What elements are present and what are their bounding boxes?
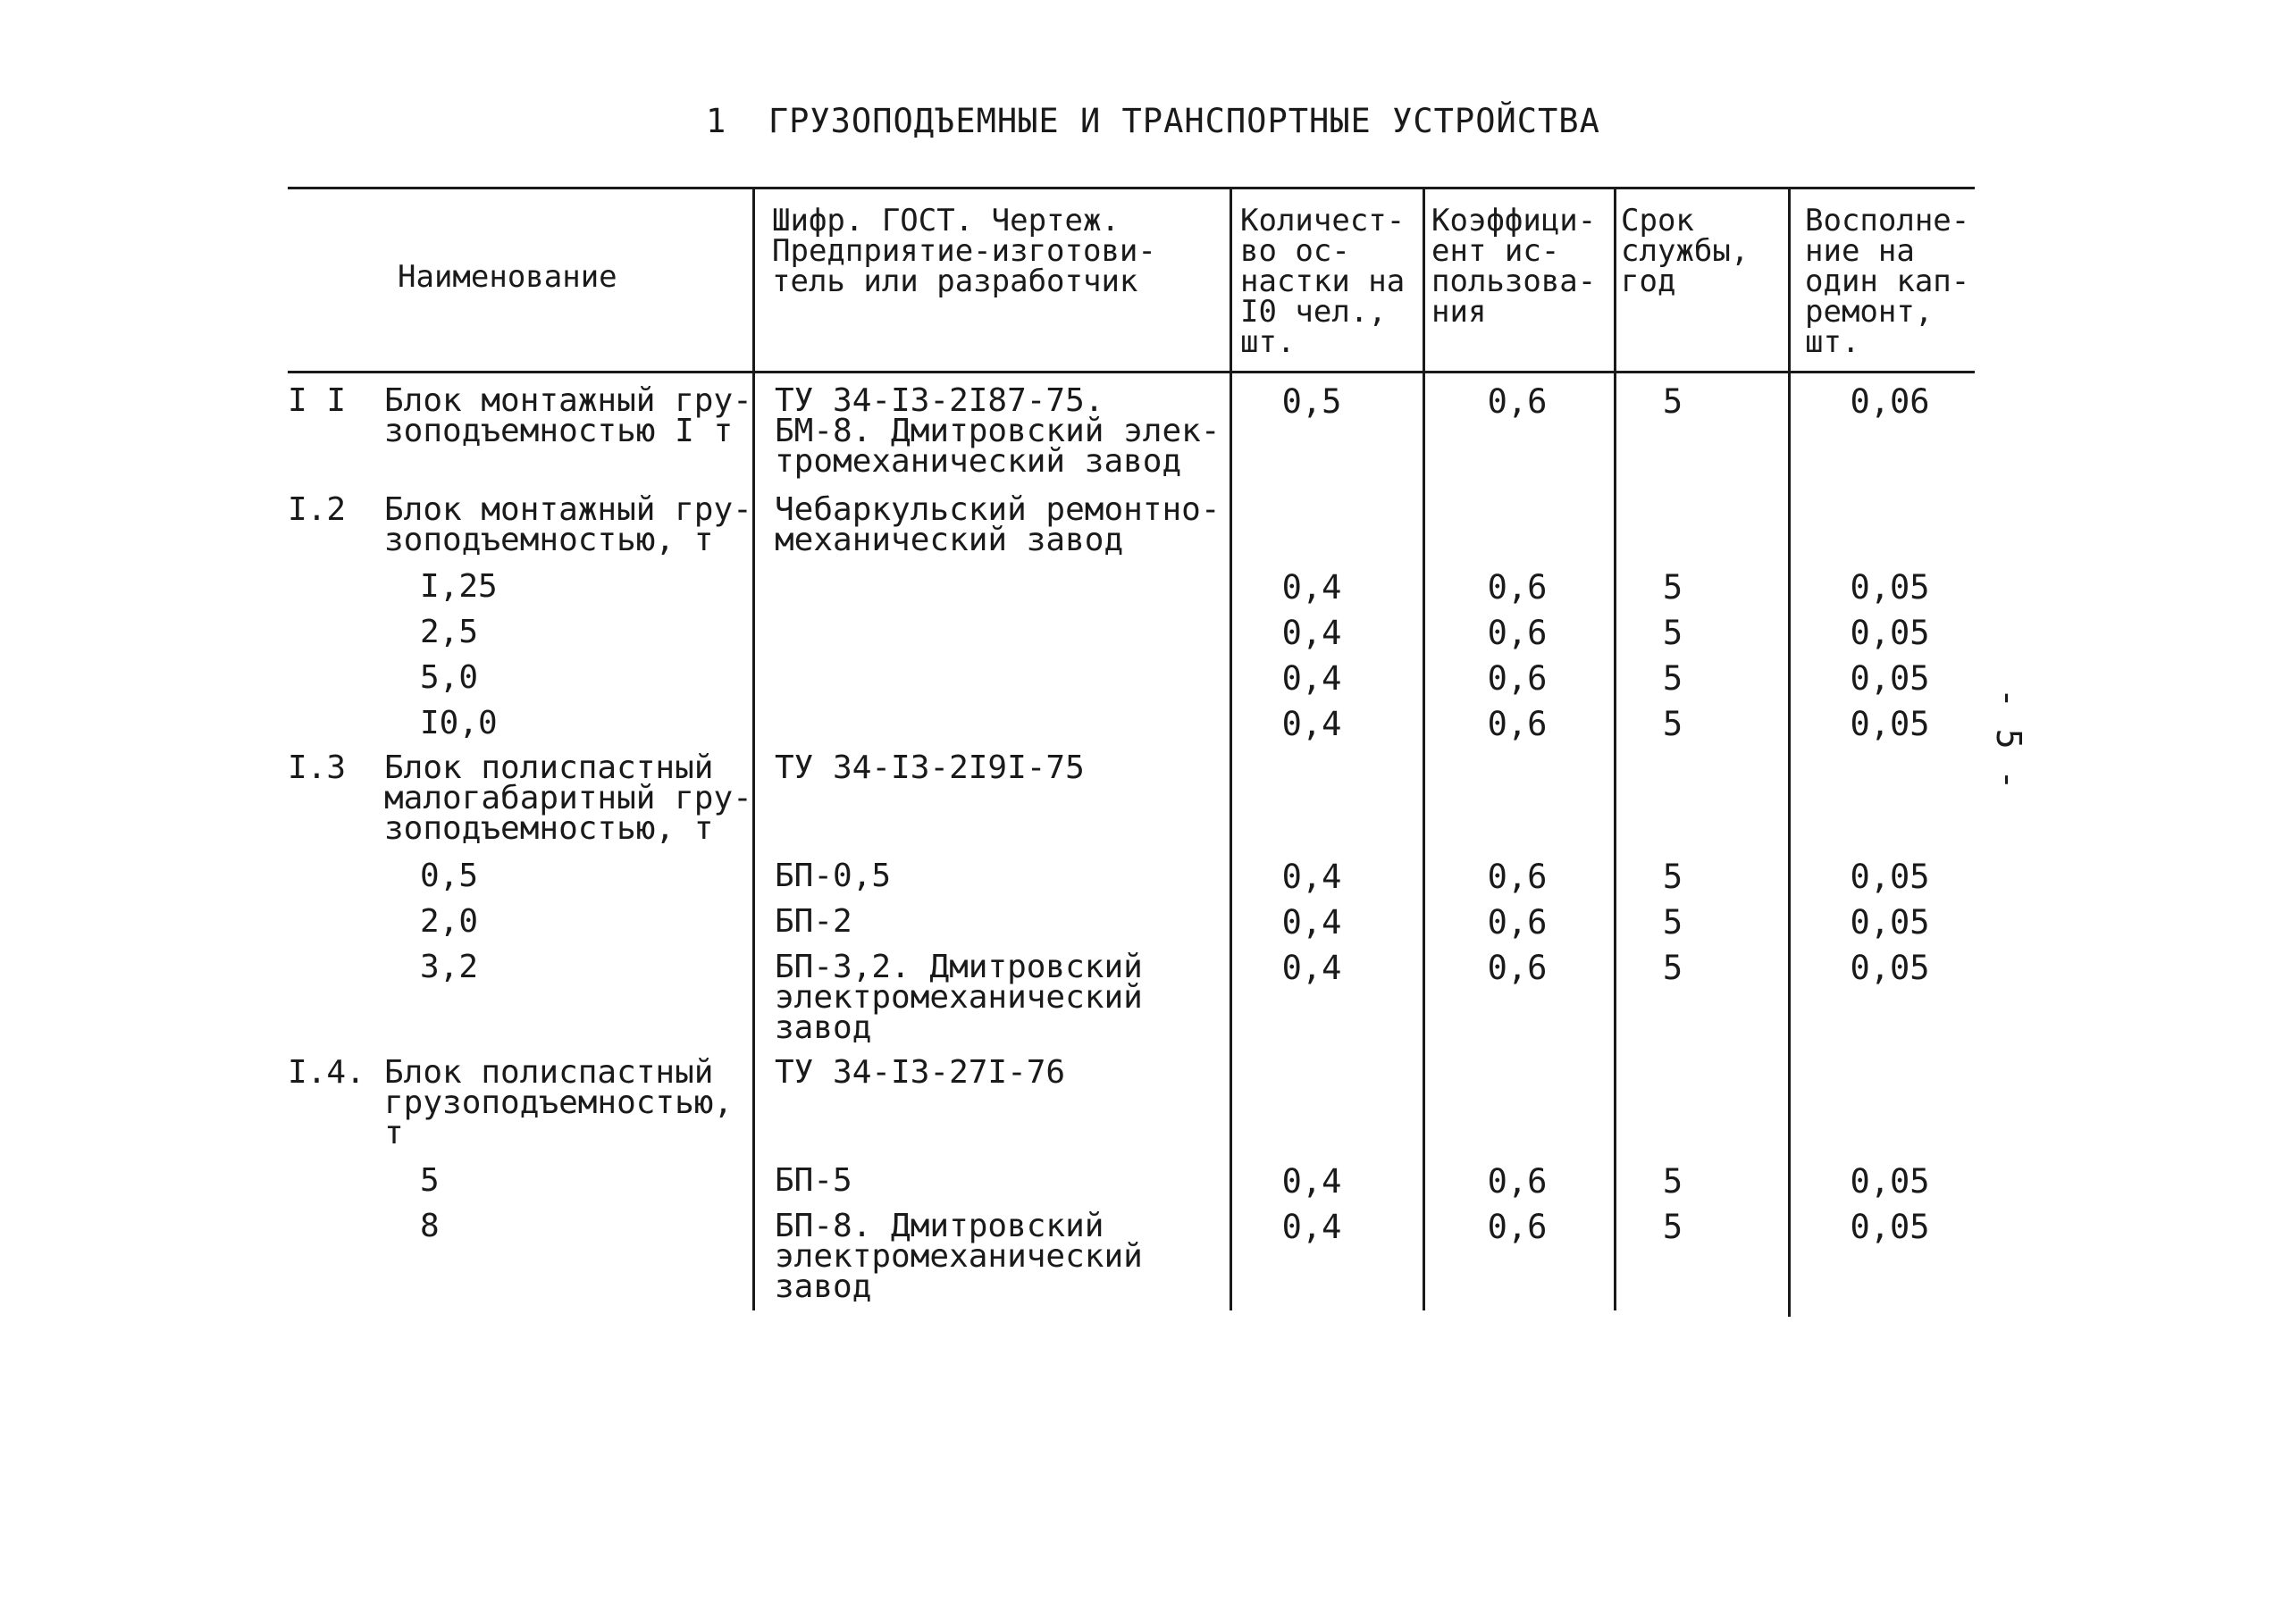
row-name: 5,0 bbox=[420, 659, 479, 696]
row-service-life: 5 bbox=[1662, 1208, 1683, 1246]
row-name: Блок полиспастный грузоподъемностью, т bbox=[384, 1054, 734, 1151]
row-name: 0,5 bbox=[420, 858, 479, 894]
header-coefficient: Коэффици- ент ис- пользова- ния bbox=[1431, 203, 1597, 330]
row-replenishment: 0,05 bbox=[1850, 858, 1930, 896]
row-code: БП-8. Дмитровский электромеханический завод bbox=[775, 1208, 1143, 1305]
row-service-life: 5 bbox=[1662, 382, 1683, 421]
row-coefficient: 0,6 bbox=[1487, 382, 1548, 421]
column-divider-4 bbox=[1614, 187, 1616, 1310]
row-replenishment: 0,05 bbox=[1850, 568, 1930, 607]
row-name: 2,0 bbox=[420, 903, 479, 940]
row-quantity: 0,5 bbox=[1281, 382, 1342, 421]
row-quantity: 0,4 bbox=[1281, 614, 1342, 652]
row-number: I.4. bbox=[288, 1054, 365, 1091]
row-coefficient: 0,6 bbox=[1487, 858, 1548, 896]
row-name: Блок монтажный гру- зоподъемностью I т bbox=[384, 382, 752, 449]
row-name: 3,2 bbox=[420, 949, 479, 985]
row-quantity: 0,4 bbox=[1281, 568, 1342, 607]
column-divider-3 bbox=[1423, 187, 1425, 1310]
row-quantity: 0,4 bbox=[1281, 903, 1342, 942]
row-service-life: 5 bbox=[1662, 949, 1683, 987]
row-service-life: 5 bbox=[1662, 568, 1683, 607]
row-coefficient: 0,6 bbox=[1487, 1208, 1548, 1246]
header-name: Наименование bbox=[398, 259, 617, 295]
row-coefficient: 0,6 bbox=[1487, 614, 1548, 652]
column-divider-2 bbox=[1230, 187, 1232, 1310]
row-replenishment: 0,05 bbox=[1850, 1208, 1930, 1246]
row-coefficient: 0,6 bbox=[1487, 659, 1548, 698]
row-coefficient: 0,6 bbox=[1487, 705, 1548, 743]
table-header-bottom-border bbox=[288, 371, 1975, 373]
row-code: ТУ 34-I3-27I-76 bbox=[775, 1054, 1066, 1091]
row-quantity: 0,4 bbox=[1281, 705, 1342, 743]
row-name: Блок монтажный гру- зоподъемностью, т bbox=[384, 491, 752, 558]
row-name: I0,0 bbox=[420, 705, 498, 741]
row-name: Блок полиспастный малогабаритный гру- зоподъемностью, т bbox=[384, 749, 752, 847]
page-number: - 5 - bbox=[1989, 688, 2028, 791]
row-replenishment: 0,05 bbox=[1850, 659, 1930, 698]
row-service-life: 5 bbox=[1662, 705, 1683, 743]
row-coefficient: 0,6 bbox=[1487, 1162, 1548, 1201]
header-replenishment: Восполне- ние на один кап- ремонт, шт. bbox=[1805, 203, 1970, 360]
table-top-border bbox=[288, 187, 1975, 189]
page-title: 1 ГРУЗОПОДЪЕМНЫЕ И ТРАНСПОРТНЫЕ УСТРОЙСТВА bbox=[706, 102, 1600, 140]
row-code: БП-5 bbox=[775, 1162, 852, 1199]
row-service-life: 5 bbox=[1662, 614, 1683, 652]
row-quantity: 0,4 bbox=[1281, 659, 1342, 698]
header-code: Шифр. ГОСТ. Чертеж. Предприятие-изготови- тель или разработчик bbox=[772, 203, 1156, 299]
row-name: 2,5 bbox=[420, 614, 479, 650]
row-coefficient: 0,6 bbox=[1487, 568, 1548, 607]
header-service-life: Срок службы, год bbox=[1621, 203, 1750, 299]
row-coefficient: 0,6 bbox=[1487, 949, 1548, 987]
row-code: БП-3,2. Дмитровский электромеханический завод bbox=[775, 949, 1143, 1046]
row-code: ТУ 34-I3-2I87-75. БМ-8. Дмитровский элек- тромеханический завод bbox=[775, 382, 1221, 480]
row-number: I.3 bbox=[288, 749, 347, 786]
row-code: Чебаркульский ремонтно- механический завод bbox=[775, 491, 1221, 558]
row-replenishment: 0,05 bbox=[1850, 903, 1930, 942]
row-service-life: 5 bbox=[1662, 1162, 1683, 1201]
row-name: 8 bbox=[420, 1208, 440, 1244]
row-replenishment: 0,06 bbox=[1850, 382, 1930, 421]
row-service-life: 5 bbox=[1662, 858, 1683, 896]
row-replenishment: 0,05 bbox=[1850, 1162, 1930, 1201]
column-divider-1 bbox=[752, 187, 755, 1310]
row-code: ТУ 34-I3-2I9I-75 bbox=[775, 749, 1085, 786]
row-code: БП-2 bbox=[775, 903, 852, 940]
row-service-life: 5 bbox=[1662, 903, 1683, 942]
row-code: БП-0,5 bbox=[775, 858, 892, 894]
row-replenishment: 0,05 bbox=[1850, 614, 1930, 652]
row-quantity: 0,4 bbox=[1281, 1208, 1342, 1246]
row-number: I.2 bbox=[288, 491, 347, 528]
row-quantity: 0,4 bbox=[1281, 858, 1342, 896]
row-replenishment: 0,05 bbox=[1850, 949, 1930, 987]
column-divider-5 bbox=[1788, 187, 1791, 1317]
row-name: 5 bbox=[420, 1162, 440, 1199]
row-number: I I bbox=[288, 382, 347, 419]
row-replenishment: 0,05 bbox=[1850, 705, 1930, 743]
row-coefficient: 0,6 bbox=[1487, 903, 1548, 942]
row-service-life: 5 bbox=[1662, 659, 1683, 698]
row-quantity: 0,4 bbox=[1281, 949, 1342, 987]
row-name: I,25 bbox=[420, 568, 498, 605]
header-quantity: Количест- во ос- настки на I0 чел., шт. bbox=[1240, 203, 1406, 360]
row-quantity: 0,4 bbox=[1281, 1162, 1342, 1201]
